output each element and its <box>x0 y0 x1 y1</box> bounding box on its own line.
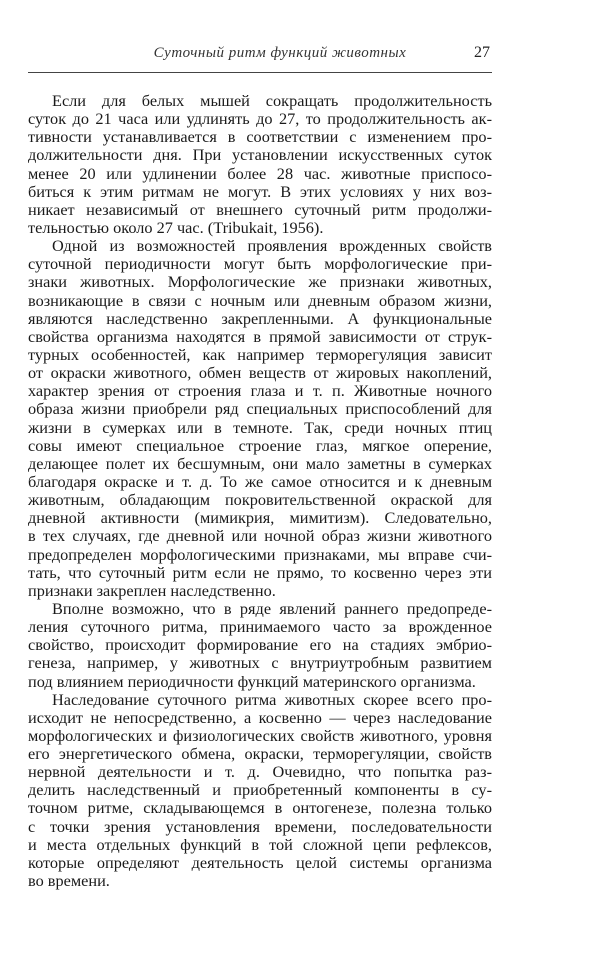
text-line: нервной деятельности и т. д. Очевидно, что попытка раз- <box>28 762 492 782</box>
text-line: никает независимый от внешнего суточный ритм продолжи- <box>28 199 492 219</box>
text-line: тивности устанавливается в соответствии с изменением про- <box>28 127 492 147</box>
text-line: возникающие в связи с ночным или дневным образом жизни, <box>28 290 492 310</box>
text-line: с точки зрения установления времени, последовательности <box>28 816 492 836</box>
text-line: во времени. <box>28 871 110 891</box>
text-line: от окраски животного, обмен веществ от жировых накоплений, <box>28 363 492 383</box>
text-line: являются наследственно закрепленными. А функциональные <box>28 308 492 328</box>
text-line: под влиянием периодичности функций материнского организма. <box>28 671 476 691</box>
text-line: Если для белых мышей сокращать продолжительность <box>52 91 492 110</box>
text-line: менее 20 или удлинении более 28 час. животные приспосо- <box>28 163 492 183</box>
text-line: предопределен морфологическими признаками, мы вправе счи- <box>28 544 492 564</box>
text-line: ления суточного ритма, принимаемого часто за врожденное <box>28 617 492 637</box>
text-line: в тех случаях, где дневной или ночной образ жизни животного <box>28 526 492 546</box>
text-line: Наследование суточного ритма животных скорее всего про- <box>52 689 492 709</box>
text-line: свойства организма находятся в прямой зависимости от струк- <box>28 326 492 346</box>
running-header-title: Суточный ритм функций животных <box>153 45 407 61</box>
text-line: благодаря окраске и т. д. То же самое относится и к дневным <box>28 471 492 491</box>
text-line: которые определяют деятельность целой системы организма <box>28 852 492 872</box>
text-line: тельностью около 27 час. (Tribukait, 1956). <box>28 217 324 237</box>
paragraph <box>28 691 492 891</box>
text-line: Вполне возможно, что в ряде явлений раннего предопреде- <box>52 598 492 618</box>
text-line: точном ритме, складывающемся в онтогенезе, полезна только <box>28 798 492 818</box>
text-line: суточной периодичности могут быть морфологические при- <box>28 254 492 274</box>
text-line: совы имеют специальное строение глаз, мягкое оперение, <box>28 435 492 455</box>
text-line: дневной активности (мимикрия, мимитизм). Следовательно, <box>28 508 492 528</box>
text-line: Одной из возможностей проявления врожденных свойств <box>52 236 492 256</box>
text-line: турных особенностей, как например терморегуляция зависит <box>28 344 492 364</box>
text-line: суток до 21 часа или удлинять до 27, то продолжительность ак- <box>28 109 492 129</box>
text-line: знаки животных. Морфологические же признаки животных, <box>28 272 492 292</box>
text-line: признаки закреплен наследственно. <box>28 580 276 600</box>
text-line: делающее полет их бесшумным, они мало заметны в сумерках <box>28 453 492 473</box>
text-line: генеза, например, у животных с внутриутробным развитием <box>28 653 492 673</box>
text-line: характер зрения от строения глаза и т. п. Животные ночного <box>28 381 492 401</box>
page-number: 27 <box>474 44 490 61</box>
text-line: тать, что суточный ритм если не прямо, то косвенно через эти <box>28 562 492 582</box>
paragraph <box>28 92 492 237</box>
text-line: биться к этим ритмам не могут. В этих условиях у них воз- <box>28 181 492 201</box>
text-line: делить наследственный и приобретенный компоненты в су- <box>28 780 492 800</box>
header-rule <box>28 72 492 73</box>
paragraph <box>28 600 492 691</box>
text-line: исходит не непосредственно, а косвенно — через наследование <box>28 707 492 727</box>
paragraph <box>28 237 492 600</box>
text-line: жизни в сумерках или в темноте. Так, среди ночных птиц <box>28 417 492 437</box>
text-line: образа жизни приобрели ряд специальных приспособлений для <box>28 399 492 419</box>
text-line: должительности дня. При установлении искусственных суток <box>28 145 492 165</box>
body-text <box>28 92 492 890</box>
text-line: и места отдельных функций в той сложной цепи рефлексов, <box>28 834 492 854</box>
text-line: его энергетического обмена, окраски, терморегуляции, свойств <box>28 744 492 764</box>
text-line: морфологических и физиологических свойств животного, уровня <box>28 725 492 745</box>
text-line: животным, обладающим покровительственной окраской для <box>28 490 492 510</box>
text-line: свойство, происходит формирование его на стадиях эмбрио- <box>28 635 492 655</box>
